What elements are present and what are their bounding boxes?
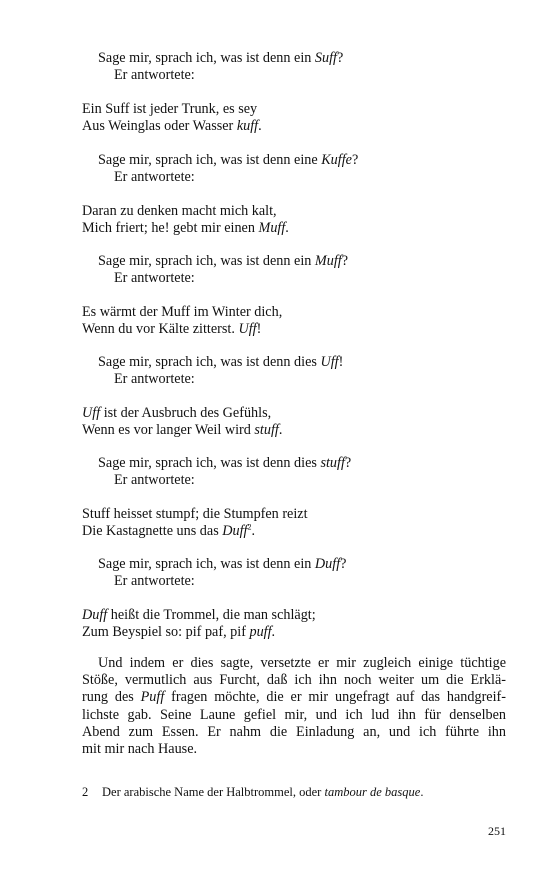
answer-intro: Er antwortete: — [114, 472, 195, 488]
verse-line: Daran zu denken macht mich kalt, — [82, 203, 277, 219]
stanza — [82, 354, 507, 439]
footnote-number: 2 — [82, 785, 89, 799]
stanza — [82, 556, 507, 641]
question-line: Sage mir, sprach ich, was ist denn eine Kuffe? — [98, 152, 359, 168]
question-line: Sage mir, sprach ich, was ist denn ein Duff? — [98, 556, 347, 572]
verse-line: Wenn du vor Kälte zitterst. Uff! — [82, 321, 262, 337]
stanza — [82, 455, 507, 540]
verse-line: Aus Weinglas oder Wasser kuff. — [82, 118, 262, 134]
paragraph-line: Abend zum Essen. Er nahm die Einladung an, und ich führte ihn — [82, 723, 506, 740]
verse-line: Uff ist der Ausbruch des Gefühls, — [82, 405, 272, 421]
paragraph-line: lichste gab. Seine Laune gefiel mir, und ich lud ihn für denselben — [82, 706, 506, 723]
verse-line: Stuff heisset stumpf; die Stumpfen reizt — [82, 506, 308, 522]
paragraph-line: Und indem er dies sagte, versetzte er mir zugleich einige tüchtige — [98, 655, 506, 671]
verse-line: Die Kastagnette uns das Duff$^2$. — [82, 522, 256, 539]
footnote-text: Der arabische Name der Halbtrommel, oder — [102, 785, 325, 799]
answer-intro: Er antwortete: — [114, 371, 195, 387]
stanza-gap — [82, 489, 507, 506]
stanza-gap — [82, 590, 507, 607]
stanza-gap — [82, 84, 507, 101]
stanza-gap — [82, 388, 507, 405]
question-line: Sage mir, sprach ich, was ist denn ein Suff? — [98, 50, 344, 66]
stanza — [82, 253, 507, 338]
stanza-gap — [82, 186, 507, 203]
verse-line: Wenn es vor langer Weil wird stuff. — [82, 422, 283, 438]
paragraph-line: mit mir nach Hause. — [82, 741, 198, 758]
stanza — [82, 50, 507, 135]
answer-intro: Er antwortete: — [114, 67, 195, 83]
paragraph-line: rung des Puff fragen möchte, die er mir ungefragt auf das handgreif- — [82, 689, 506, 706]
paragraph-line: Stöße, vermutlich aus Furcht, daß ich ihn noch weiter um die Erklä- — [82, 672, 506, 689]
stanza-gap — [82, 287, 507, 304]
footnote-italic: tambour de basque — [324, 785, 421, 799]
answer-intro: Er antwortete: — [114, 270, 195, 286]
verse-line: Duff heißt die Trommel, die man schlägt; — [82, 607, 316, 623]
footnote: 2 Der arabische Name der Halbtrommel, oder tambour de basque. — [82, 785, 424, 799]
answer-intro: Er antwortete: — [114, 573, 195, 589]
question-line: Sage mir, sprach ich, was ist denn ein Muff? — [98, 253, 349, 269]
prose-paragraph — [82, 655, 506, 758]
question-line: Sage mir, sprach ich, was ist denn dies Uff! — [98, 354, 344, 370]
verse-line: Ein Suff ist jeder Trunk, es sey — [82, 101, 258, 117]
question-line: Sage mir, sprach ich, was ist denn dies stuff? — [98, 455, 352, 471]
stanza — [82, 152, 507, 237]
page-number: 251 — [488, 824, 506, 838]
verse-line: Zum Beyspiel so: pif paf, pif puff. — [82, 624, 276, 640]
answer-intro: Er antwortete: — [114, 169, 195, 185]
verse-line: Mich friert; he! gebt mir einen Muff. — [82, 220, 289, 236]
footnote-ref: 2 — [247, 522, 252, 532]
verse-line: Es wärmt der Muff im Winter dich, — [82, 304, 283, 320]
